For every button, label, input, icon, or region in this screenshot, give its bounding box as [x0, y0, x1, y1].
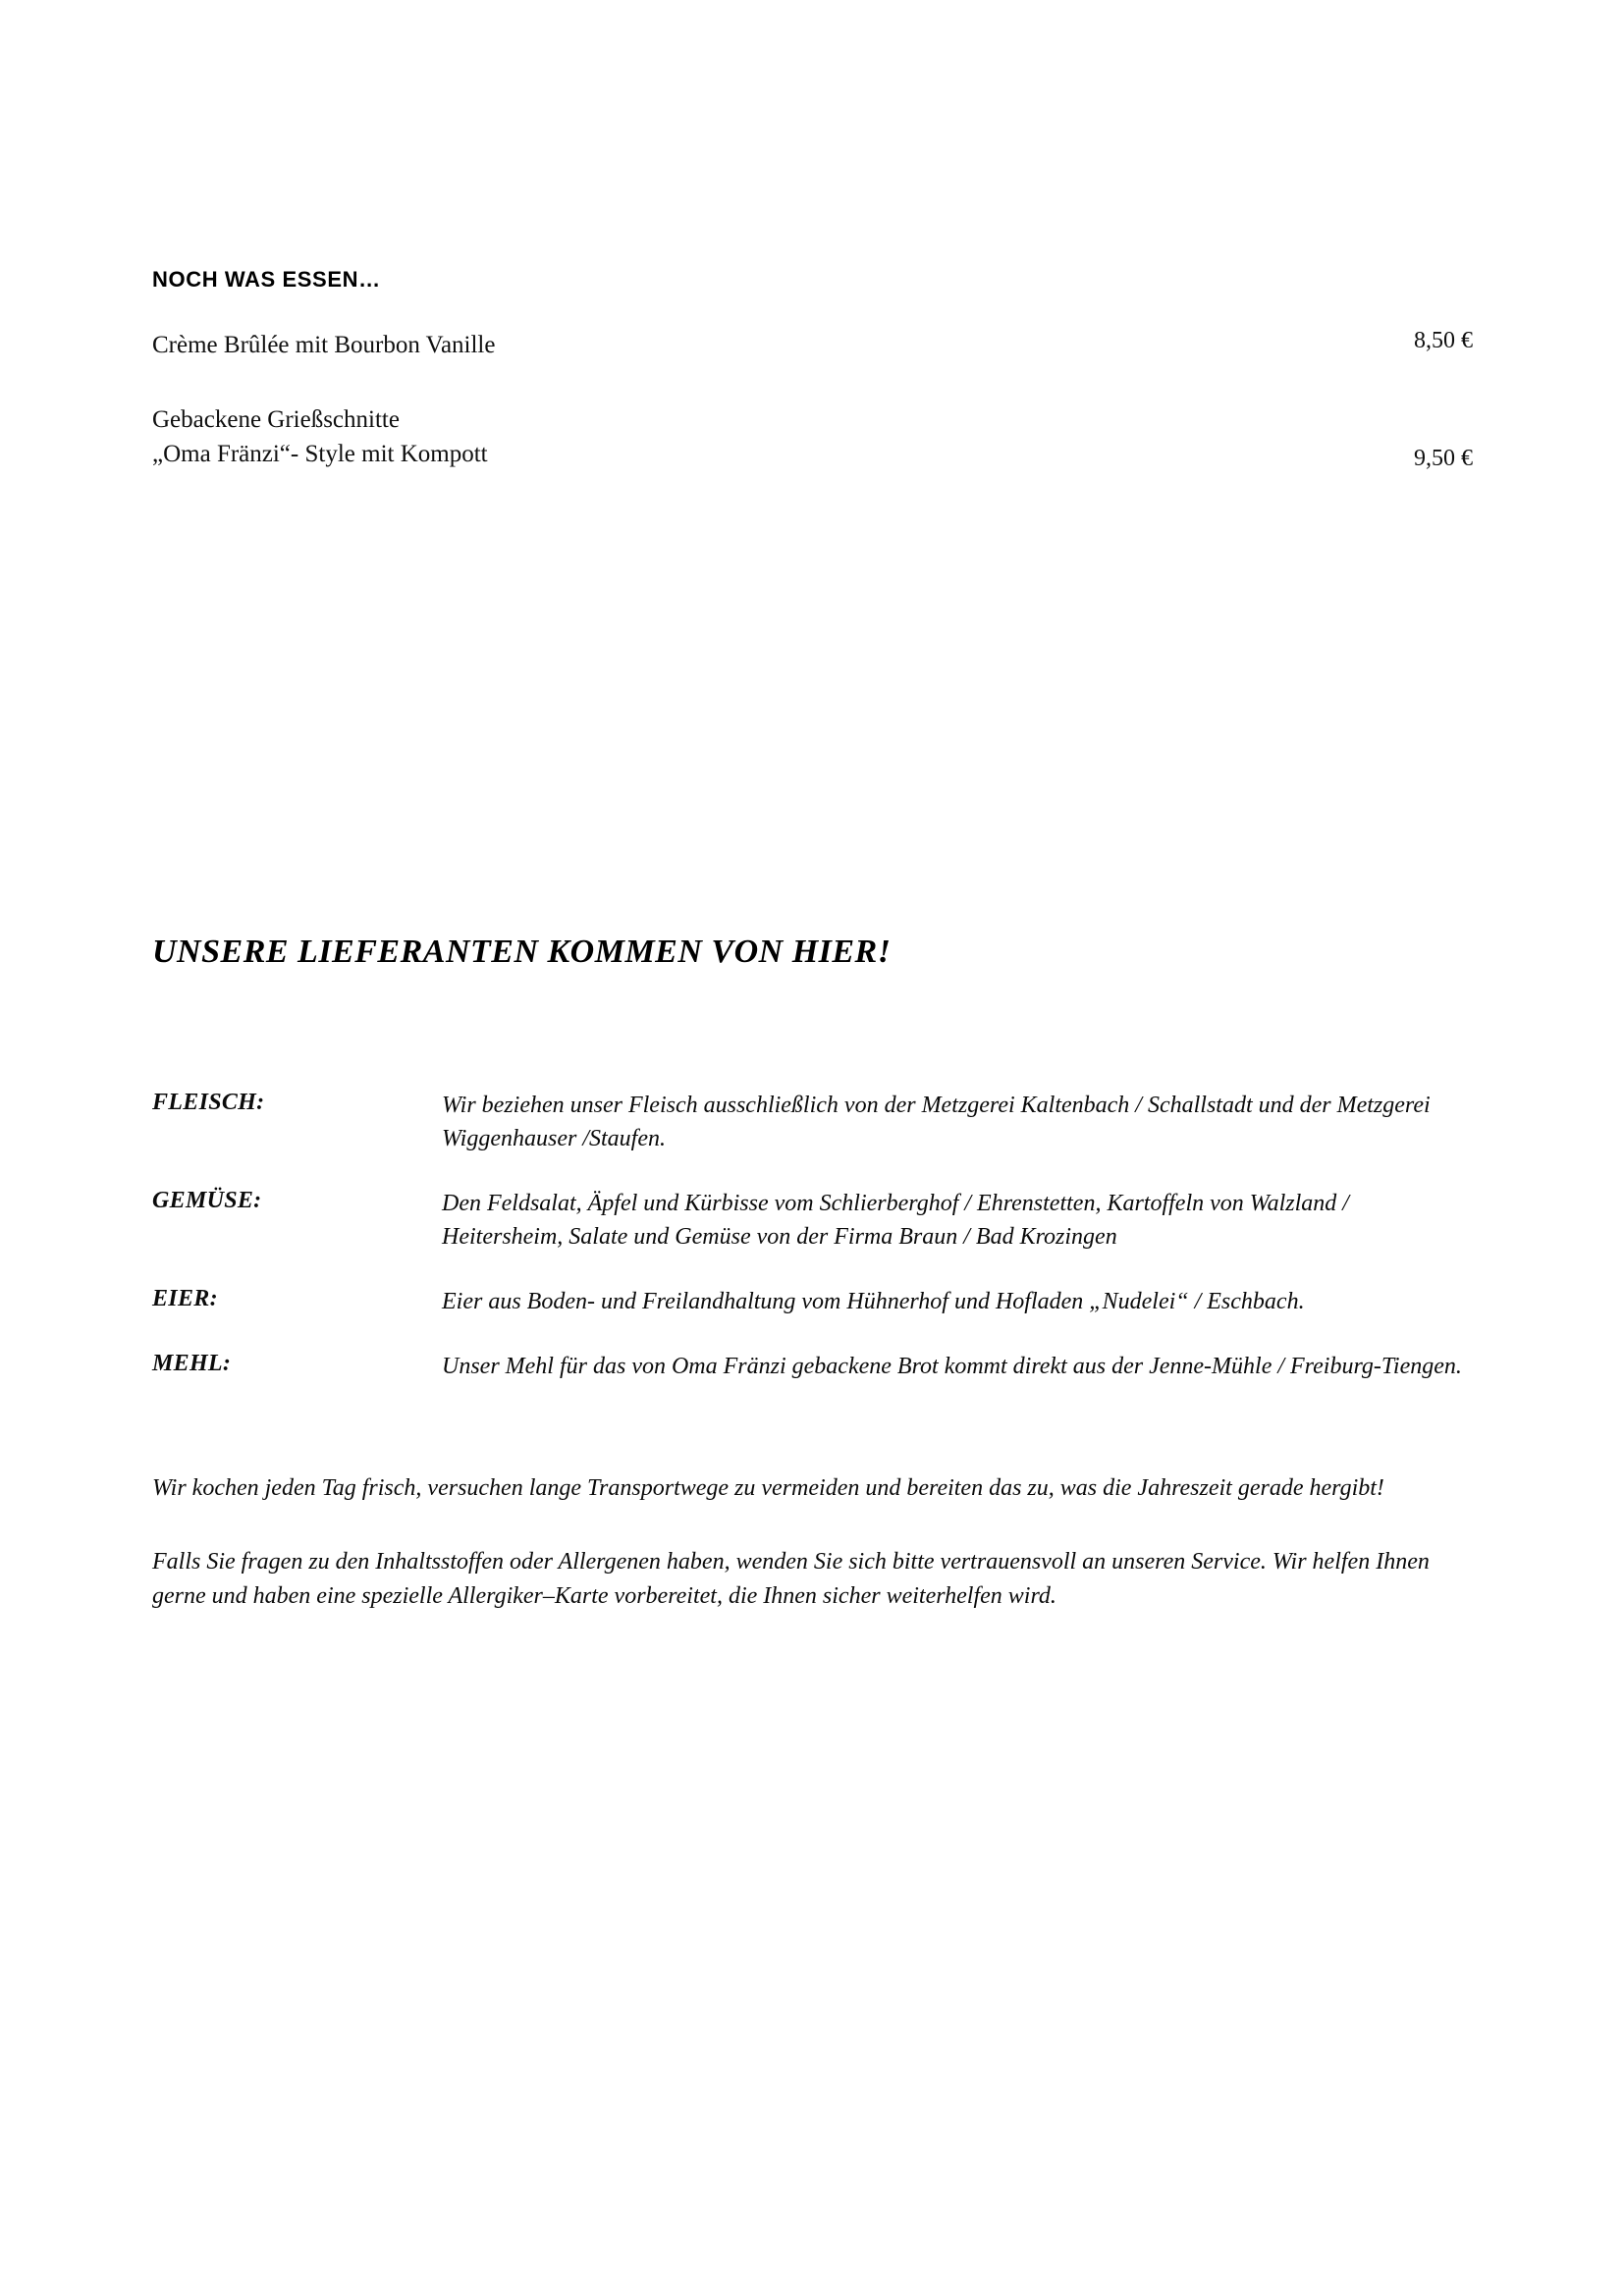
supplier-description: Wir beziehen unser Fleisch ausschließlich von der Metzgerei Kaltenbach / Schallstadt und der Metzgerei Wiggenhauser /Staufen. [442, 1092, 1431, 1151]
supplier-row [152, 1187, 1473, 1254]
supplier-description: Eier aus Boden- und Freilandhaltung vom Hühnerhof und Hofladen „Nudelei“ / Eschbach. [442, 1288, 1305, 1314]
dessert-section-heading: NOCH WAS ESSEN… [152, 267, 381, 292]
supplier-category-label: MEHL: [152, 1350, 232, 1376]
supplier-description: Unser Mehl für das von Oma Fränzi gebackene Brot kommt direkt aus der Jenne-Mühle / Freiburg-Tiengen. [442, 1353, 1462, 1379]
supplier-category-label: GEMÜSE: [152, 1187, 262, 1213]
supplier-category-label: EIER: [152, 1285, 218, 1311]
suppliers-section-title: UNSERE LIEFERANTEN KOMMEN VON HIER! [152, 933, 892, 970]
menu-item [152, 328, 1473, 363]
menu-item-name-line: Crème Brûlée mit Bourbon Vanille [152, 332, 496, 358]
supplier-category-label: FLEISCH: [152, 1089, 265, 1115]
note-paragraph: Falls Sie fragen zu den Inhaltsstoffen oder Allergenen haben, wenden Sie sich bitte vertrauensvoll an unseren Service. Wir helfen Ihnen gerne und haben eine spezielle Allergiker–Karte vorbereitet, die Ihnen sicher weiterhelfen wird. [152, 1548, 1430, 1609]
dessert-item-list [152, 328, 1473, 472]
supplier-row [152, 1285, 1473, 1318]
closing-notes [152, 1471, 1473, 1613]
menu-item-name-line: Gebackene Grießschnitte [152, 405, 400, 433]
suppliers-table [152, 1089, 1473, 1383]
note-paragraph: Wir kochen jeden Tag frisch, versuchen lange Transportwege zu vermeiden und bereiten das zu, was die Jahreszeit gerade hergibt! [152, 1474, 1384, 1501]
menu-item [152, 402, 1473, 472]
menu-item-price: 8,50 € [1414, 328, 1473, 353]
page-content [152, 0, 1473, 1613]
supplier-description: Den Feldsalat, Äpfel und Kürbisse vom Schlierberghof / Ehrenstetten, Kartoffeln von Walzland / Heitersheim, Salate und Gemüse von der Firma Braun / Bad Krozingen [442, 1190, 1349, 1250]
menu-item-price: 9,50 € [1414, 445, 1473, 471]
menu-item-name-line: „Oma Fränzi“- Style mit Kompott [152, 441, 488, 467]
supplier-row [152, 1089, 1473, 1155]
supplier-row [152, 1350, 1473, 1383]
menu-item-names [152, 328, 495, 363]
menu-item-names [152, 402, 488, 472]
